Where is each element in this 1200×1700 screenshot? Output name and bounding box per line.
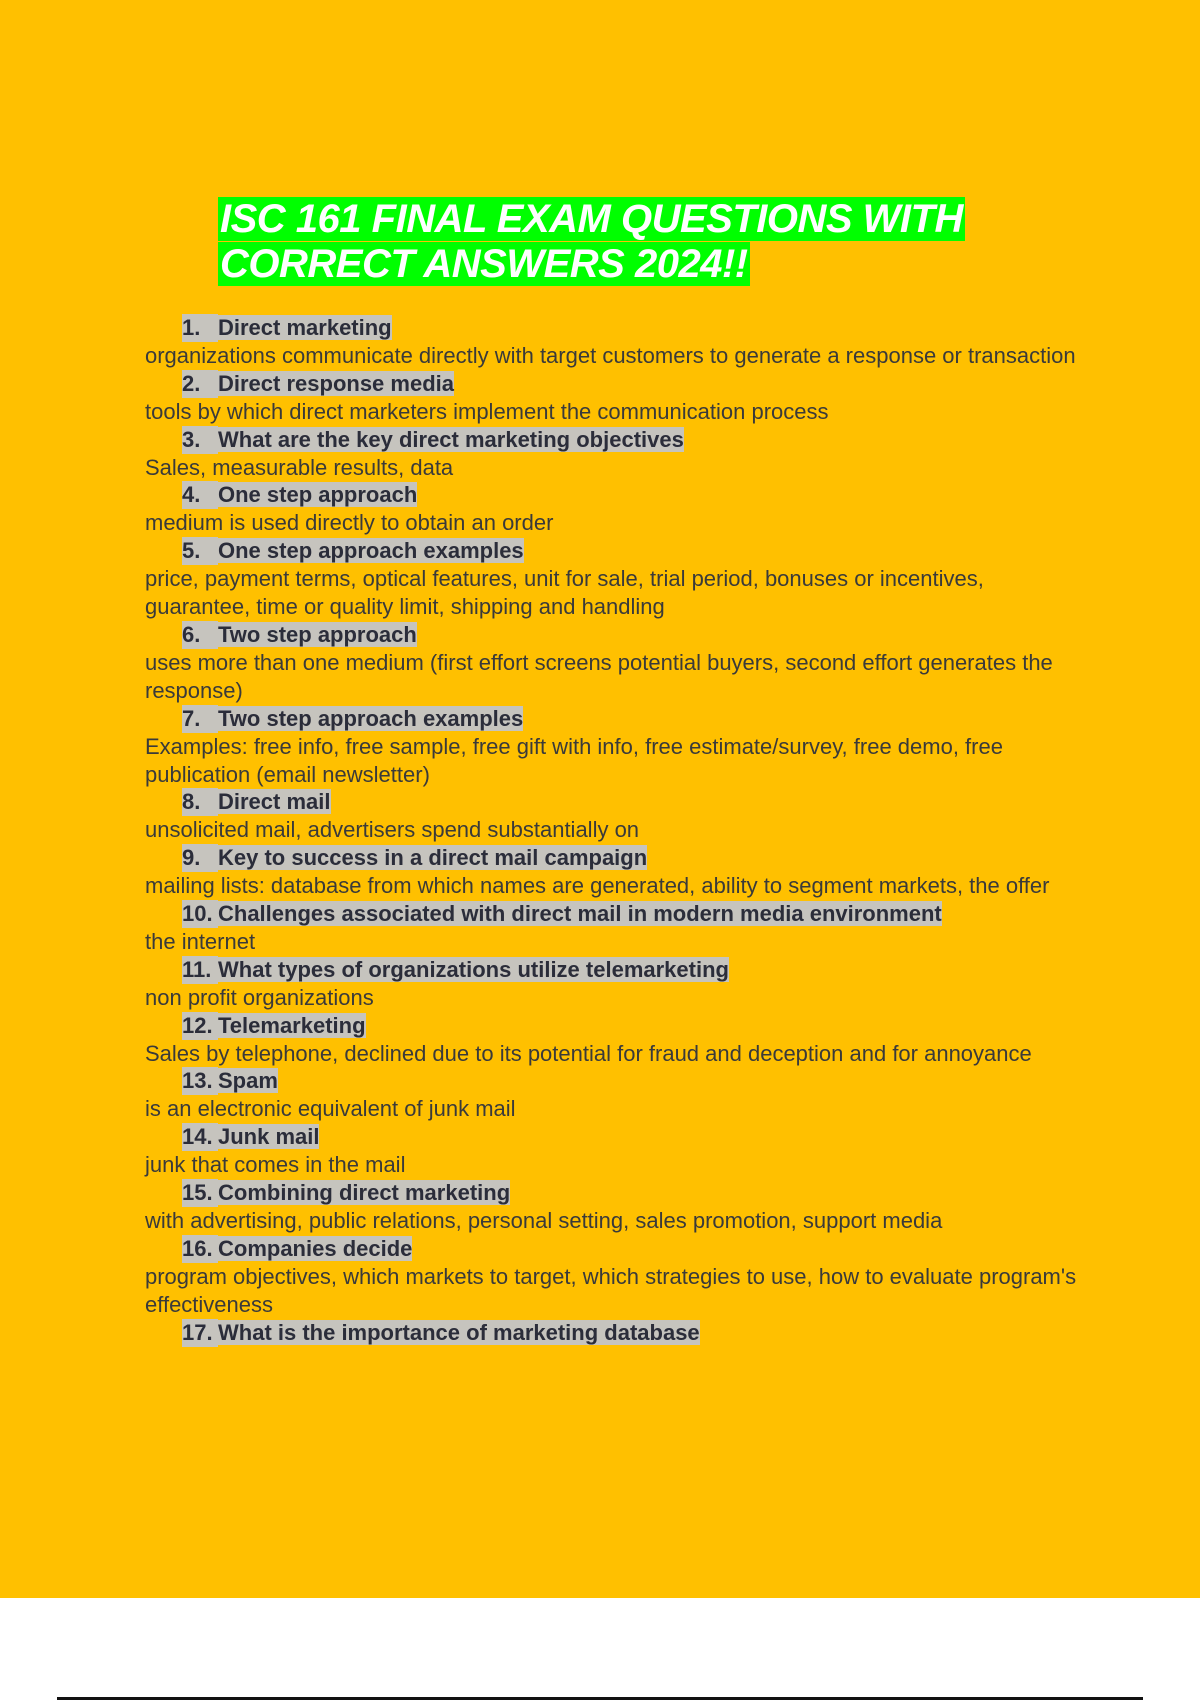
question-number: 11. <box>182 956 218 984</box>
answer-text: non profit organizations <box>145 984 374 1010</box>
answer-text: Sales by telephone, declined due to its potential for fraud and deception and for annoyance <box>145 1040 1032 1066</box>
answer-text: tools by which direct marketers implement the communication process <box>145 398 829 424</box>
question-text: Companies decide <box>218 1235 413 1261</box>
question-heading <box>145 426 1095 454</box>
question-number: 6. <box>182 621 218 649</box>
question-heading <box>145 956 1095 984</box>
question-text: What are the key direct marketing objectives <box>218 426 684 452</box>
question-heading <box>145 900 1095 928</box>
question-number: 5. <box>182 537 218 565</box>
question-number: 4. <box>182 481 218 509</box>
question-heading <box>145 705 1095 733</box>
question-heading <box>145 370 1095 398</box>
answer-text: Examples: free info, free sample, free gift with info, free estimate/survey, free demo, free publication (email newsletter) <box>145 733 1003 787</box>
question-number: 10. <box>182 900 218 928</box>
question-heading <box>145 844 1095 872</box>
answer-text: organizations communicate directly with target customers to generate a response or transaction <box>145 342 1076 368</box>
answer-text: the internet <box>145 928 256 954</box>
answer-text: program objectives, which markets to target, which strategies to use, how to evaluate program's effectiveness <box>145 1263 1077 1317</box>
question-number: 17. <box>182 1319 218 1347</box>
question-text: Telemarketing <box>218 1012 366 1038</box>
question-text: Combining direct marketing <box>218 1180 511 1206</box>
question-number: 1. <box>182 314 218 342</box>
question-text: Spam <box>218 1068 278 1094</box>
question-text: Two step approach <box>218 621 417 647</box>
answer-text: junk that comes in the mail <box>145 1152 406 1178</box>
question-text: What is the importance of marketing database <box>218 1319 700 1345</box>
question-number: 12. <box>182 1012 218 1040</box>
question-number: 16. <box>182 1235 218 1263</box>
question-heading <box>145 1123 1095 1151</box>
question-number: 15. <box>182 1179 218 1207</box>
question-number: 14. <box>182 1123 218 1151</box>
question-text: Direct marketing <box>218 315 392 340</box>
question-text: What types of organizations utilize telemarketing <box>218 956 729 982</box>
answer-text: price, payment terms, optical features, unit for sale, trial period, bonuses or incentives, guarantee, time or quality limit, shipping and handling <box>145 566 984 620</box>
question-heading <box>145 537 1095 565</box>
question-number: 3. <box>182 426 218 454</box>
question-text: Challenges associated with direct mail in modern media environment <box>218 901 942 927</box>
question-number: 7. <box>182 705 218 733</box>
answer-text: mailing lists: database from which names are generated, ability to segment markets, the offer <box>145 873 1050 899</box>
answer-text: is an electronic equivalent of junk mail <box>145 1096 516 1122</box>
question-text: Two step approach examples <box>218 705 524 731</box>
question-heading <box>145 481 1095 509</box>
answer-text: unsolicited mail, advertisers spend substantially on <box>145 817 640 843</box>
question-text: Direct response media <box>218 370 454 396</box>
question-text: One step approach <box>218 482 418 508</box>
answer-text: medium is used directly to obtain an order <box>145 510 554 536</box>
title-line-1: ISC 161 FINAL EXAM QUESTIONS WITH <box>220 197 963 241</box>
question-text: One step approach examples <box>218 538 524 564</box>
question-number: 9. <box>182 844 218 872</box>
question-number: 8. <box>182 788 218 816</box>
question-text: Key to success in a direct mail campaign <box>218 845 648 871</box>
title-line-2: CORRECT ANSWERS 2024!! <box>220 242 748 286</box>
question-heading <box>145 1319 1095 1347</box>
answer-text: with advertising, public relations, personal setting, sales promotion, support media <box>145 1208 943 1233</box>
question-heading <box>145 788 1095 816</box>
answer-text: uses more than one medium (first effort screens potential buyers, second effort generates the response) <box>145 649 1053 703</box>
question-heading <box>145 1012 1095 1040</box>
document-title <box>218 197 1018 287</box>
question-answer-list <box>145 314 1095 1347</box>
question-number: 13. <box>182 1067 218 1095</box>
answer-text: Sales, measurable results, data <box>145 454 454 480</box>
question-heading <box>145 621 1095 649</box>
question-number: 2. <box>182 370 218 398</box>
question-heading <box>145 314 1095 342</box>
question-heading <box>145 1179 1095 1207</box>
question-text: Direct mail <box>218 789 331 815</box>
question-heading <box>145 1235 1095 1263</box>
question-heading <box>145 1067 1095 1095</box>
question-text: Junk mail <box>218 1124 320 1150</box>
